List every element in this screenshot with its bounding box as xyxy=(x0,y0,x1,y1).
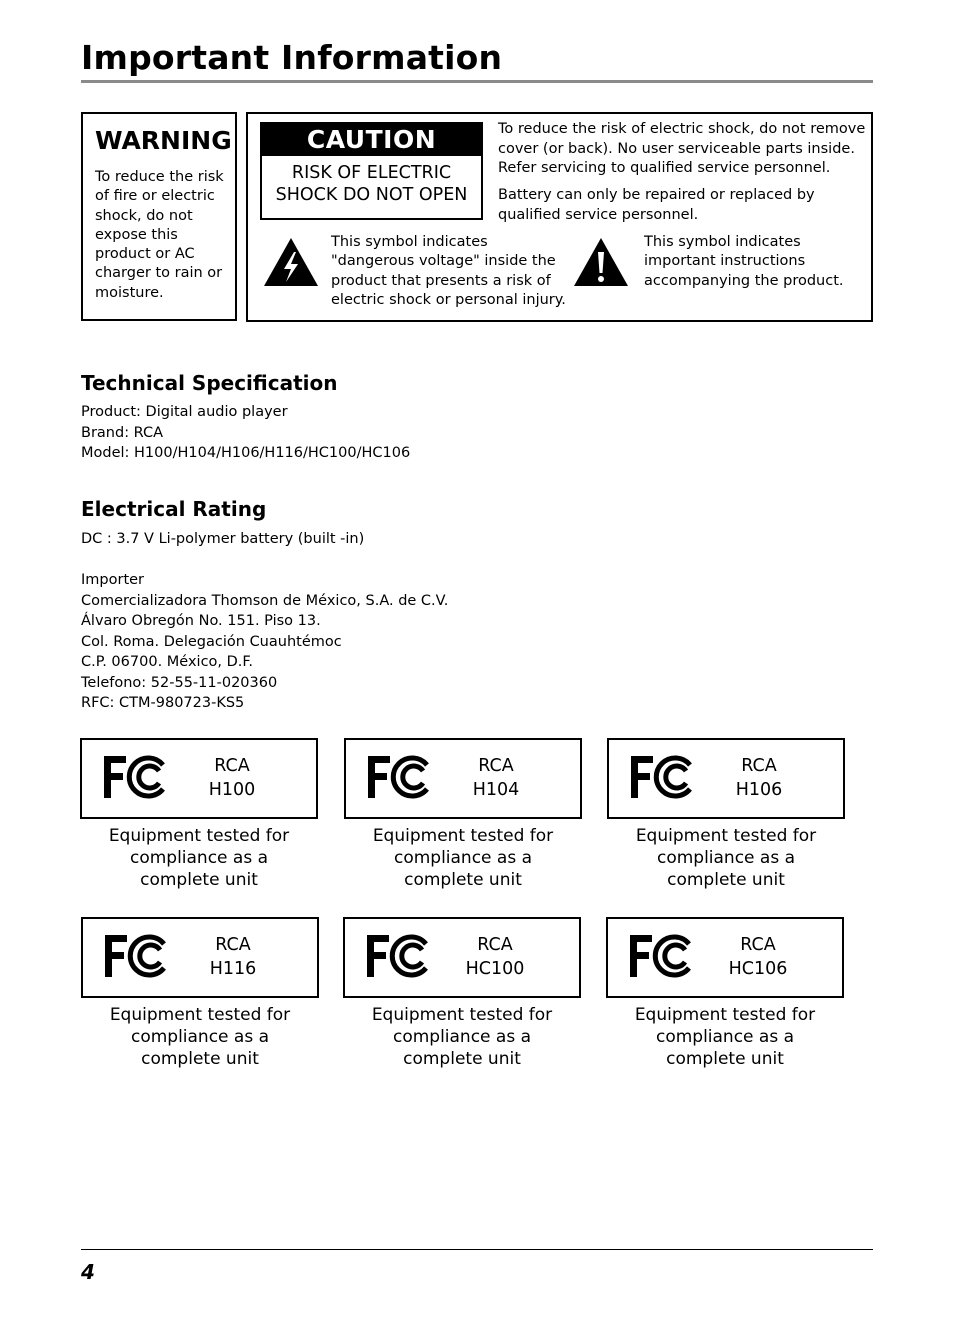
importer-street: Álvaro Obregón No. 151. Piso 13. xyxy=(81,613,321,629)
fcc-brand: RCA xyxy=(478,756,514,776)
caution-text-battery: Battery can only be repaired or replaced by qualified service personnel. xyxy=(498,187,815,223)
electrical-heading: Electrical Rating xyxy=(81,497,267,521)
exclamation-warning-icon xyxy=(572,236,630,288)
caution-title: CAUTION xyxy=(262,124,481,156)
caution-box xyxy=(246,112,873,322)
fcc-card xyxy=(343,917,583,1077)
fcc-brand: RCA xyxy=(214,756,250,776)
symbol-text-voltage: This symbol indicates "dangerous voltage" inside the product that presents a risk of electric shock or personal injury. xyxy=(331,234,566,308)
title-rule xyxy=(81,80,873,83)
fcc-label-box xyxy=(81,917,319,998)
importer-phone: Telefono: 52-55-11-020360 xyxy=(81,674,278,691)
caution-subtitle xyxy=(262,162,481,206)
importer-rfc: RFC: CTM-980723-KS5 xyxy=(81,695,245,711)
fcc-caption-line1: Equipment tested for xyxy=(109,1005,291,1025)
fcc-brand-model xyxy=(455,933,535,981)
fcc-model: H106 xyxy=(735,780,783,800)
fcc-brand-model xyxy=(192,754,272,802)
importer-block xyxy=(81,570,448,714)
fcc-card xyxy=(81,917,321,1077)
tech-spec-product: Product: Digital audio player xyxy=(81,404,288,420)
fcc-caption xyxy=(606,1004,844,1070)
fcc-caption-line3: complete unit xyxy=(666,1049,784,1069)
fcc-label-box xyxy=(80,738,318,819)
tech-spec-list xyxy=(81,402,410,464)
warning-title: WARNING xyxy=(95,126,232,155)
fcc-brand: RCA xyxy=(740,935,776,955)
importer-district: Col. Roma. Delegación Cuauhtémoc xyxy=(81,633,342,650)
fcc-logo-icon xyxy=(628,931,694,981)
fcc-model: H116 xyxy=(209,959,257,979)
fcc-card xyxy=(80,738,320,898)
fcc-logo-icon xyxy=(102,752,168,802)
fcc-caption-line2: compliance as a xyxy=(130,1027,270,1047)
warning-box xyxy=(81,112,237,321)
fcc-logo-icon xyxy=(366,752,432,802)
fcc-caption-line1: Equipment tested for xyxy=(371,1005,553,1025)
importer-company: Comercializadora Thomson de México, S.A. de C.V. xyxy=(81,592,449,609)
fcc-model: H104 xyxy=(472,780,520,800)
caution-label xyxy=(260,122,483,220)
fcc-card xyxy=(607,738,847,898)
page-title: Important Information xyxy=(81,38,503,77)
fcc-caption-line3: complete unit xyxy=(404,870,522,890)
warning-text: To reduce the risk of fire or electric shock, do not expose this product or AC charger to rain or moisture. xyxy=(95,169,224,301)
fcc-model: H100 xyxy=(208,780,256,800)
fcc-brand-model xyxy=(456,754,536,802)
importer-label: Importer xyxy=(81,572,145,588)
importer-postal: C.P. 06700. México, D.F. xyxy=(81,654,254,670)
fcc-label-box xyxy=(606,917,844,998)
page-number: 4 xyxy=(81,1260,95,1284)
fcc-caption xyxy=(344,825,582,891)
fcc-brand: RCA xyxy=(215,935,251,955)
footer-rule xyxy=(81,1249,873,1250)
fcc-model: HC106 xyxy=(728,959,788,979)
fcc-model: HC100 xyxy=(465,959,525,979)
fcc-brand-model xyxy=(718,933,798,981)
tech-spec-brand: Brand: RCA xyxy=(81,424,164,441)
fcc-caption-line2: compliance as a xyxy=(392,1027,532,1047)
fcc-caption xyxy=(607,825,845,891)
fcc-caption-line1: Equipment tested for xyxy=(108,826,290,846)
fcc-caption-line3: complete unit xyxy=(403,1049,521,1069)
fcc-caption-line2: compliance as a xyxy=(656,848,796,868)
caution-text-shock: To reduce the risk of electric shock, do not remove cover (or back). No user serviceable parts inside. Refer servicing to qualified service personnel. xyxy=(498,121,866,176)
symbol-text-instructions: This symbol indicates important instructions accompanying the product. xyxy=(644,234,844,289)
fcc-caption-line2: compliance as a xyxy=(129,848,269,868)
fcc-caption xyxy=(81,1004,319,1070)
lightning-warning-icon xyxy=(262,236,320,288)
fcc-label-box xyxy=(343,917,581,998)
fcc-caption-line2: compliance as a xyxy=(393,848,533,868)
fcc-caption xyxy=(80,825,318,891)
fcc-caption-line1: Equipment tested for xyxy=(634,1005,816,1025)
fcc-logo-icon xyxy=(365,931,431,981)
fcc-card xyxy=(606,917,846,1077)
caution-subtitle-line1: RISK OF ELECTRIC xyxy=(291,163,452,183)
fcc-brand-model xyxy=(193,933,273,981)
electrical-rating-line: DC : 3.7 V Li-polymer battery (built -in) xyxy=(81,531,365,547)
fcc-logo-icon xyxy=(629,752,695,802)
fcc-brand: RCA xyxy=(477,935,513,955)
fcc-caption xyxy=(343,1004,581,1070)
fcc-brand-model xyxy=(719,754,799,802)
fcc-caption-line3: complete unit xyxy=(667,870,785,890)
fcc-caption-line3: complete unit xyxy=(141,1049,259,1069)
fcc-logo-icon xyxy=(103,931,169,981)
fcc-brand: RCA xyxy=(741,756,777,776)
fcc-label-box xyxy=(607,738,845,819)
fcc-card xyxy=(344,738,584,898)
fcc-caption-line1: Equipment tested for xyxy=(635,826,817,846)
tech-spec-model: Model: H100/H104/H106/H116/HC100/HC106 xyxy=(81,445,411,461)
caution-subtitle-line2: SHOCK DO NOT OPEN xyxy=(275,185,468,205)
fcc-caption-line2: compliance as a xyxy=(655,1027,795,1047)
tech-spec-heading: Technical Specification xyxy=(81,371,338,395)
fcc-label-box xyxy=(344,738,582,819)
fcc-caption-line1: Equipment tested for xyxy=(372,826,554,846)
fcc-caption-line3: complete unit xyxy=(140,870,258,890)
